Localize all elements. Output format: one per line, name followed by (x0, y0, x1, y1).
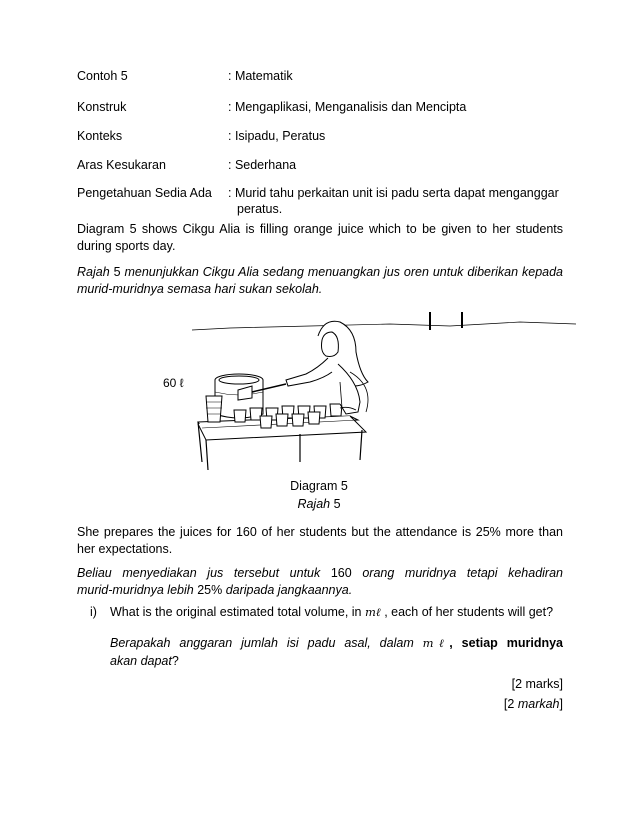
body-english-line1: She prepares the juices for 160 of her students but the attendance is 25% more than (77, 525, 563, 539)
marks-english: [2 marks] (511, 677, 563, 691)
body-english (77, 524, 563, 558)
meta-value: : Isipadu, Peratus (228, 129, 326, 143)
body-malay (77, 565, 563, 599)
question-text-b: , each of her students will get? (384, 605, 554, 619)
question-malay-text-a: Berapakah anggaran jumlah isi padu asal, dalam (110, 636, 414, 650)
marks-malay-close: ] (559, 697, 563, 711)
body-malay-number: 160 (320, 566, 363, 580)
meta-label: Aras Kesukaran (77, 158, 166, 172)
question-number: i) (90, 605, 97, 619)
question-malay (110, 634, 563, 670)
juice-illustration (190, 312, 576, 482)
body-malay-line2 (77, 582, 563, 599)
body-malay-percent: 25% (193, 583, 226, 597)
intro-malay (77, 264, 563, 298)
meta-label: Konstruk (77, 100, 127, 114)
unit-ml: mℓ (365, 605, 381, 619)
question-text-a: What is the original estimated total volume, in (110, 605, 362, 619)
meta-label: Contoh 5 (77, 69, 128, 83)
meta-value: : Mengaplikasi, Menganalisis dan Mencipta (228, 100, 467, 114)
meta-label: Pengetahuan Sedia Ada (77, 186, 212, 200)
figure-caption-number: 5 (330, 497, 341, 511)
volume-label: 60 ℓ (163, 376, 184, 390)
question-malay-mark: ? (171, 654, 179, 668)
question-malay-text-c: akan dapat (110, 654, 172, 668)
intro-english-line1: Diagram 5 shows Cikgu Alia is filling orange juice which to be given to her students (77, 222, 563, 236)
marks-malay-open: [2 (503, 697, 518, 711)
question-text-english (110, 604, 565, 621)
meta-label: Konteks (77, 129, 123, 143)
question-malay-text-b: , setiap muridnya (449, 636, 563, 650)
body-malay-text-b: orang muridnya tetapi kehadiran (362, 566, 564, 580)
intro-english-line2: during sports day. (77, 239, 176, 253)
question-malay-line2 (110, 652, 563, 670)
figure-caption-english: Diagram 5 (290, 479, 348, 493)
body-malay-text-c: murid-muridnya lebih (77, 583, 194, 597)
figure-caption-malay (0, 497, 638, 511)
body-malay-text-a: Beliau menyediakan jus tersebut untuk (77, 566, 321, 580)
unit-ml-malay: mℓ (422, 636, 450, 650)
marks-malay-word: markah (517, 697, 560, 711)
body-malay-line1 (77, 565, 563, 582)
intro-malay-line1 (77, 264, 563, 281)
meta-value: : Matematik (228, 69, 293, 83)
body-malay-text-d: daripada jangkaannya. (225, 583, 353, 597)
meta-value: : Sederhana (228, 158, 297, 172)
body-english-line2: her expectations. (77, 542, 173, 556)
intro-malay-number: 5 (109, 265, 125, 279)
question-malay-line1 (110, 634, 563, 652)
meta-value-continued: peratus. (237, 202, 283, 216)
intro-malay-line2: murid-muridnya semasa hari sukan sekolah. (77, 282, 323, 296)
intro-english (77, 221, 563, 255)
intro-malay-rajah: Rajah (77, 265, 110, 279)
intro-malay-rest: menunjukkan Cikgu Alia sedang menuangkan jus oren untuk diberikan kepada (124, 265, 564, 279)
meta-value: : Murid tahu perkaitan unit isi padu serta dapat menganggar (228, 186, 559, 200)
marks-malay (504, 697, 563, 711)
figure-caption-rajah: Rajah (297, 497, 331, 511)
